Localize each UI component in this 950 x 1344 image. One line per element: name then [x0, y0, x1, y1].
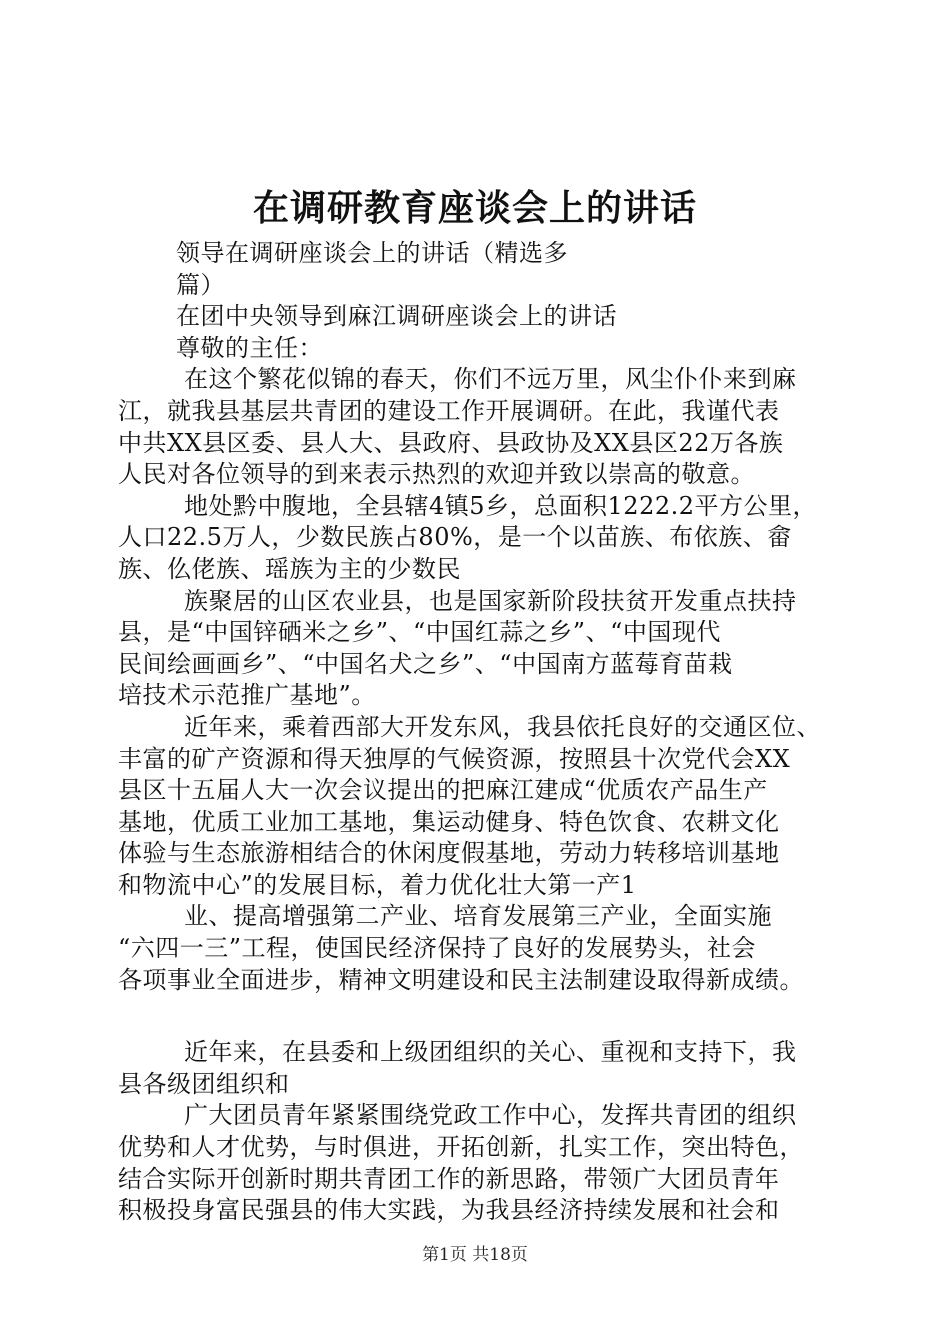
- body-line: 族聚居的山区农业县，也是国家新阶段扶贫开发重点扶持: [184, 586, 797, 615]
- document-title: 在调研教育座谈会上的讲话: [252, 187, 697, 229]
- body-line: 县，是“中国锌硒米之乡”、“中国红蒜之乡”、“中国现代: [118, 618, 721, 647]
- body-line: 优势和人才优势，与时俱进，开拓创新，扎实工作，突出特色，: [118, 1133, 804, 1162]
- body-line: “六四一三”工程，使国民经济保持了良好的发展势头，社会: [118, 934, 757, 963]
- body-line: 县各级团组织和: [118, 1069, 290, 1098]
- body-line: 各项事业全面进步，精神文明建设和民主法制建设取得新成绩。: [118, 965, 804, 994]
- body-line: 体验与生态旅游相结合的休闲度假基地，劳动力转移培训基地: [118, 839, 780, 868]
- body-line: 县区十五届人大一次会议提出的把麻江建成“优质农产品生产: [118, 776, 768, 805]
- body-line: 近年来，在县委和上级团组织的关心、重视和支持下，我: [184, 1038, 797, 1067]
- body-line: 广大团员青年紧紧围绕党政工作中心，发挥共青团的组织: [184, 1101, 797, 1130]
- body-line: 和物流中心”的发展目标，着力优化壮大第一产1: [118, 870, 637, 899]
- body-line: 培技术示范推广基地”。: [118, 681, 376, 710]
- document-body: [118, 238, 850, 1227]
- body-line: 近年来，乘着西部大开发东风，我县依托良好的交通区位、: [184, 712, 821, 741]
- body-line: 基地，优质工业加工基地，集运动健身、特色饮食、农耕文化: [118, 807, 780, 836]
- body-line: 业、提高增强第二产业、培育发展第三产业，全面实施: [184, 902, 772, 931]
- body-line: 族、仫佬族、瑶族为主的少数民: [118, 554, 461, 583]
- body-line: 江，就我县基层共青团的建设工作开展调研。在此，我谨代表: [118, 396, 780, 425]
- body-line: 积极投身富民强县的伟大实践，为我县经济持续发展和社会和: [118, 1196, 780, 1225]
- paragraph-gap: [118, 996, 850, 1037]
- body-line: 领导在调研座谈会上的讲话（精选多: [176, 239, 568, 267]
- body-line: 人口22.5万人，少数民族占80%，是一个以苗族、布依族、畲: [118, 523, 792, 552]
- body-line: 篇）: [176, 270, 225, 299]
- page-footer: 第1页 共18页: [422, 1245, 528, 1265]
- body-line: 尊敬的主任：: [176, 333, 323, 362]
- body-line: 在团中央领导到麻江调研座谈会上的讲话: [176, 302, 617, 331]
- body-line: 地处黔中腹地，全县辖4镇5乡，总面积1222.2平方公里，: [184, 491, 818, 520]
- body-line: 在这个繁花似锦的春天，你们不远万里，风尘仆仆来到麻: [184, 365, 797, 394]
- body-line: 人民对各位领导的到来表示热烈的欢迎并致以崇高的敬意。: [118, 460, 755, 489]
- body-line: 结合实际开创新时期共青团工作的新思路，带领广大团员青年: [118, 1164, 780, 1193]
- body-line: 丰富的矿产资源和得天独厚的气候资源，按照县十次党代会XX: [118, 744, 791, 773]
- body-line: 民间绘画画乡”、“中国名犬之乡”、“中国南方蓝莓育苗栽: [118, 649, 733, 678]
- body-line: 中共XX县区委、县人大、县政府、县政协及XX县区22万各族: [118, 428, 784, 457]
